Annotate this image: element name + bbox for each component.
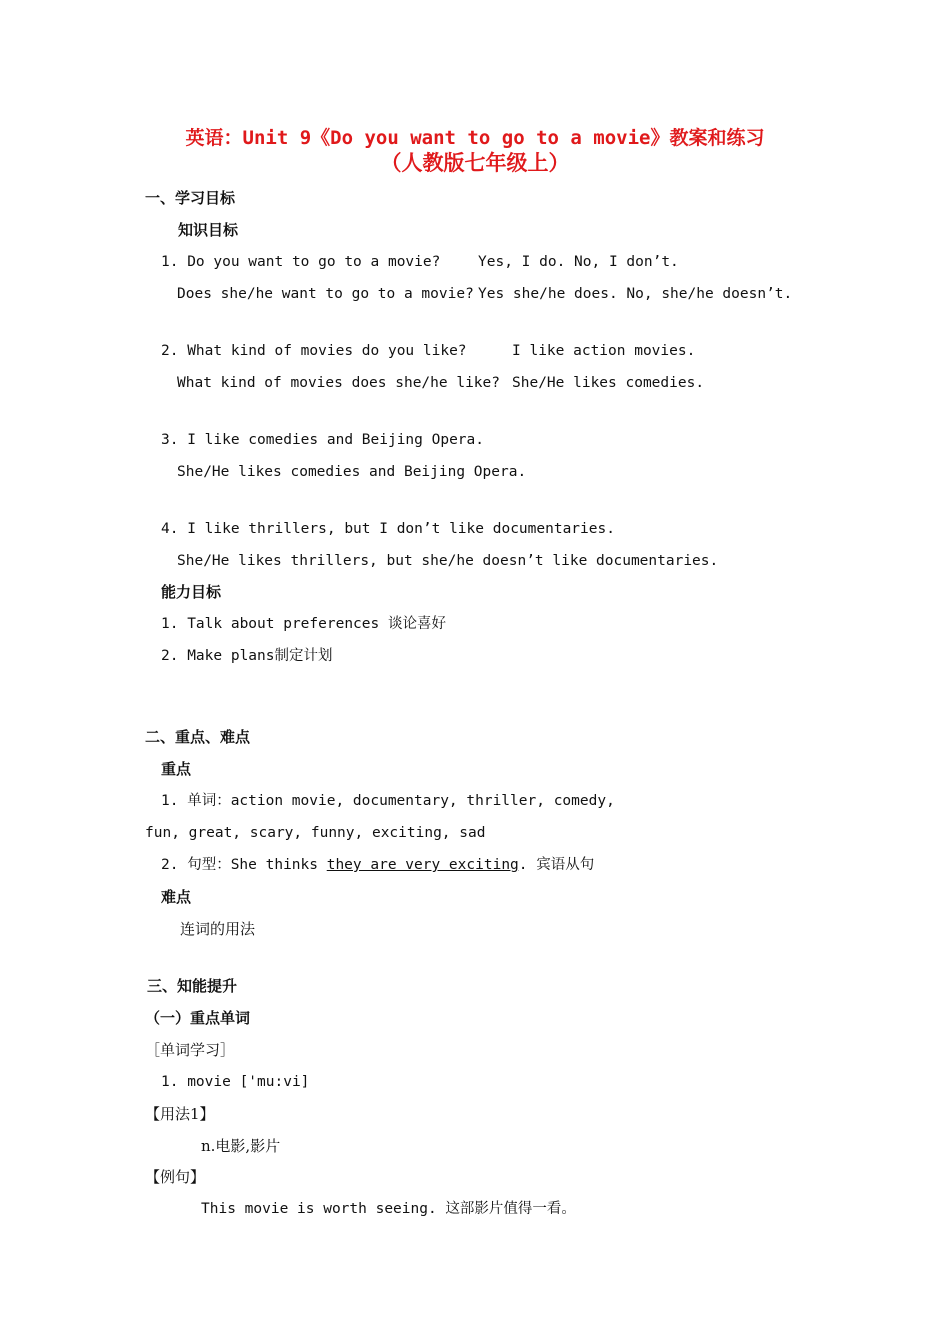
ability-item: 1. Talk about preferences 谈论喜好	[161, 616, 446, 632]
title-text: 英语：Unit 9《Do you want to go to a movie》教案和练习	[185, 127, 765, 149]
key-item-2-post: . 宾语从句	[518, 857, 595, 873]
key-item-1a: 1. 单词：action movie, documentary, thriller, comedy,	[161, 793, 615, 809]
item-q: 2. What kind of movies do you like?	[161, 343, 467, 359]
subheading-difficult: 难点	[161, 888, 192, 906]
key-item-2	[161, 855, 594, 875]
difficult-item: 连词的用法	[180, 920, 256, 938]
item-a: Yes she/he does. No, she/he doesn’t.	[478, 286, 793, 302]
section-heading-1: 一、学习目标	[145, 189, 236, 207]
example-label: 【例句】	[145, 1168, 206, 1186]
word-entry: 1. movie ['mu:vi]	[161, 1074, 310, 1090]
item-q: What kind of movies does she/he like?	[177, 375, 501, 391]
item-q: She/He likes comedies and Beijing Opera.	[177, 464, 527, 480]
subheading-knowledge: 知识目标	[178, 221, 239, 239]
example-text: This movie is worth seeing. 这部影片值得一看。	[201, 1201, 576, 1217]
section-heading-2: 二、重点、难点	[145, 728, 251, 746]
item-q: She/He likes thrillers, but she/he doesn’t like documentaries.	[177, 553, 719, 569]
subheading-key: 重点	[161, 760, 192, 778]
key-item-1b: fun, great, scary, funny, exciting, sad	[145, 825, 486, 841]
item-q: Does she/he want to go to a movie?	[177, 286, 474, 302]
item-a: Yes, I do. No, I don’t.	[478, 254, 679, 270]
vocab-label: ［单词学习］	[145, 1041, 236, 1059]
ability-item: 2. Make plans制定计划	[161, 648, 333, 664]
item-q: 1. Do you want to go to a movie?	[161, 254, 441, 270]
usage-text: n.电影,影片	[201, 1137, 281, 1155]
key-item-2-underlined: they are very exciting	[326, 857, 519, 873]
doc-title-line2: （人教版七年级上）	[380, 151, 570, 175]
item-a: I like action movies.	[512, 343, 696, 359]
usage-label: 【用法1】	[145, 1105, 215, 1123]
subheading-vocab: （一）重点单词	[145, 1009, 251, 1027]
key-item-2-pre: 2. 句型：She thinks	[161, 857, 327, 873]
item-a: She/He likes comedies.	[512, 375, 705, 391]
subheading-ability: 能力目标	[161, 583, 222, 601]
doc-title-line1	[0, 124, 950, 151]
item-q: 3. I like comedies and Beijing Opera.	[161, 432, 485, 448]
item-q: 4. I like thrillers, but I don’t like documentaries.	[161, 521, 615, 537]
section-heading-3: 三、知能提升	[147, 977, 238, 995]
